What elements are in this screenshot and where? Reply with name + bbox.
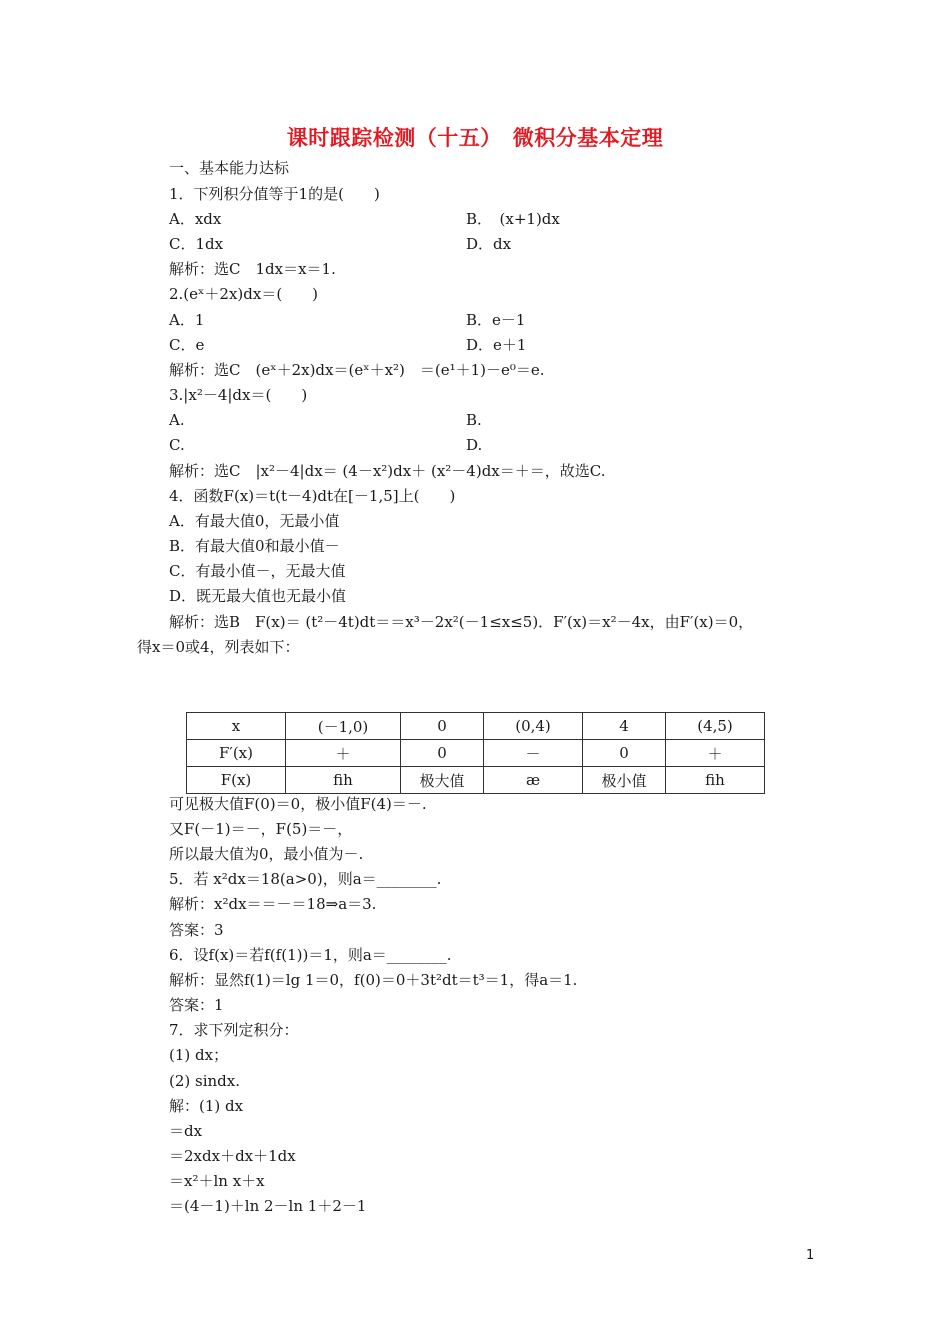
- table-cell: ＋: [286, 740, 401, 767]
- option-b: B.: [466, 411, 482, 429]
- text-line: 所以最大值为0，最小值为－.: [169, 845, 364, 863]
- question-3: 3.|x²－4|dx＝( ): [169, 386, 308, 404]
- answer-explanation-cont: 得x＝0或4，列表如下：: [137, 638, 300, 656]
- option-c: C．1dx: [169, 235, 224, 253]
- table-row: [187, 740, 765, 767]
- table-cell: F(x): [187, 767, 286, 794]
- table-cell: (4,5): [666, 713, 765, 740]
- table-cell: 极大值: [401, 767, 484, 794]
- table-cell: 4: [583, 713, 666, 740]
- question-6: 6．设f(x)＝若f(f(1))＝1，则a＝________.: [169, 946, 452, 964]
- answer-explanation: 解析：选C |x²－4|dx＝ (4－x²)dx＋ (x²－4)dx＝＋＝，故选C.: [169, 462, 606, 480]
- table-cell: 0: [401, 740, 484, 767]
- page-title: 课时跟踪检测（十五） 微积分基本定理: [286, 126, 664, 150]
- option-a: A.: [169, 411, 185, 429]
- table-row: [187, 767, 765, 794]
- sub-question-1: (1) dx；: [169, 1046, 229, 1064]
- answer-explanation: 解析：选C 1dx＝x＝1.: [169, 260, 336, 278]
- solution-line: ＝dx: [169, 1122, 203, 1140]
- answer-explanation: 解析：选B F(x)＝ (t²－4t)dt＝＝x³－2x²(－1≤x≤5)．F′(x)＝x²－4x，由F′(x)＝0，: [169, 613, 754, 631]
- answer-explanation: 解析：显然f(1)＝lg 1＝0，f(0)＝0＋3t²dt＝t³＝1，得a＝1.: [169, 971, 578, 989]
- function-table: [186, 712, 765, 794]
- option-b: B．有最大值0和最小值－: [169, 537, 340, 555]
- option-d: D.: [466, 436, 483, 454]
- question-4: 4．函数F(x)＝t(t－4)dt在[－1,5]上( ): [169, 487, 456, 505]
- answer: 答案：1: [169, 996, 224, 1014]
- option-a: A．1: [169, 311, 205, 329]
- option-c: C．e: [169, 336, 205, 354]
- answer-explanation: 解析：x²dx＝＝－＝18⇒a＝3.: [169, 895, 377, 913]
- option-b: B． (x+1)dx: [466, 210, 560, 228]
- option-b: B．e－1: [466, 311, 526, 329]
- option-d: D．dx: [466, 235, 512, 253]
- option-c: C.: [169, 436, 185, 454]
- table-cell: 0: [583, 740, 666, 767]
- table-row: [187, 713, 765, 740]
- table-cell: (0,4): [484, 713, 583, 740]
- section-heading: 一、基本能力达标: [169, 159, 290, 177]
- table-cell: ﬁh: [286, 767, 401, 794]
- solution-line: ＝x²＋ln x＋x: [169, 1172, 265, 1190]
- solution-line: 解：(1) dx: [169, 1097, 244, 1115]
- option-a: A．有最大值0，无最小值: [169, 512, 340, 530]
- table-cell: ﬁh: [666, 767, 765, 794]
- table-cell: æ: [484, 767, 583, 794]
- option-c: C．有最小值－，无最大值: [169, 562, 346, 580]
- page-number: 1: [806, 1248, 815, 1263]
- table-cell: ＋: [666, 740, 765, 767]
- option-d: D．既无最大值也无最小值: [169, 587, 347, 605]
- text-line: 又F(－1)＝－，F(5)＝－，: [169, 820, 353, 838]
- option-d: D．e＋1: [466, 336, 527, 354]
- question-1: 1．下列积分值等于1的是( ): [169, 185, 380, 203]
- question-5: 5．若 x²dx＝18(a>0)，则a＝________.: [169, 870, 442, 888]
- table-cell: 0: [401, 713, 484, 740]
- table-cell: x: [187, 713, 286, 740]
- table-cell: F′(x): [187, 740, 286, 767]
- answer: 答案：3: [169, 921, 224, 939]
- solution-line: ＝(4－1)＋ln 2－ln 1＋2－1: [169, 1197, 367, 1215]
- table-cell: －: [484, 740, 583, 767]
- question-2: 2.(eˣ＋2x)dx＝( ): [169, 285, 319, 303]
- table-cell: (－1,0): [286, 713, 401, 740]
- question-7: 7．求下列定积分：: [169, 1021, 299, 1039]
- option-a: A．xdx: [169, 210, 222, 228]
- sub-question-2: (2) sindx.: [169, 1072, 241, 1090]
- answer-explanation: 解析：选C (eˣ＋2x)dx＝(eˣ＋x²) ＝(e¹＋1)－e⁰＝e.: [169, 361, 545, 379]
- text-line: 可见极大值F(0)＝0，极小值F(4)＝－.: [169, 795, 427, 813]
- solution-line: ＝2xdx＋dx＋1dx: [169, 1147, 296, 1165]
- table-cell: 极小值: [583, 767, 666, 794]
